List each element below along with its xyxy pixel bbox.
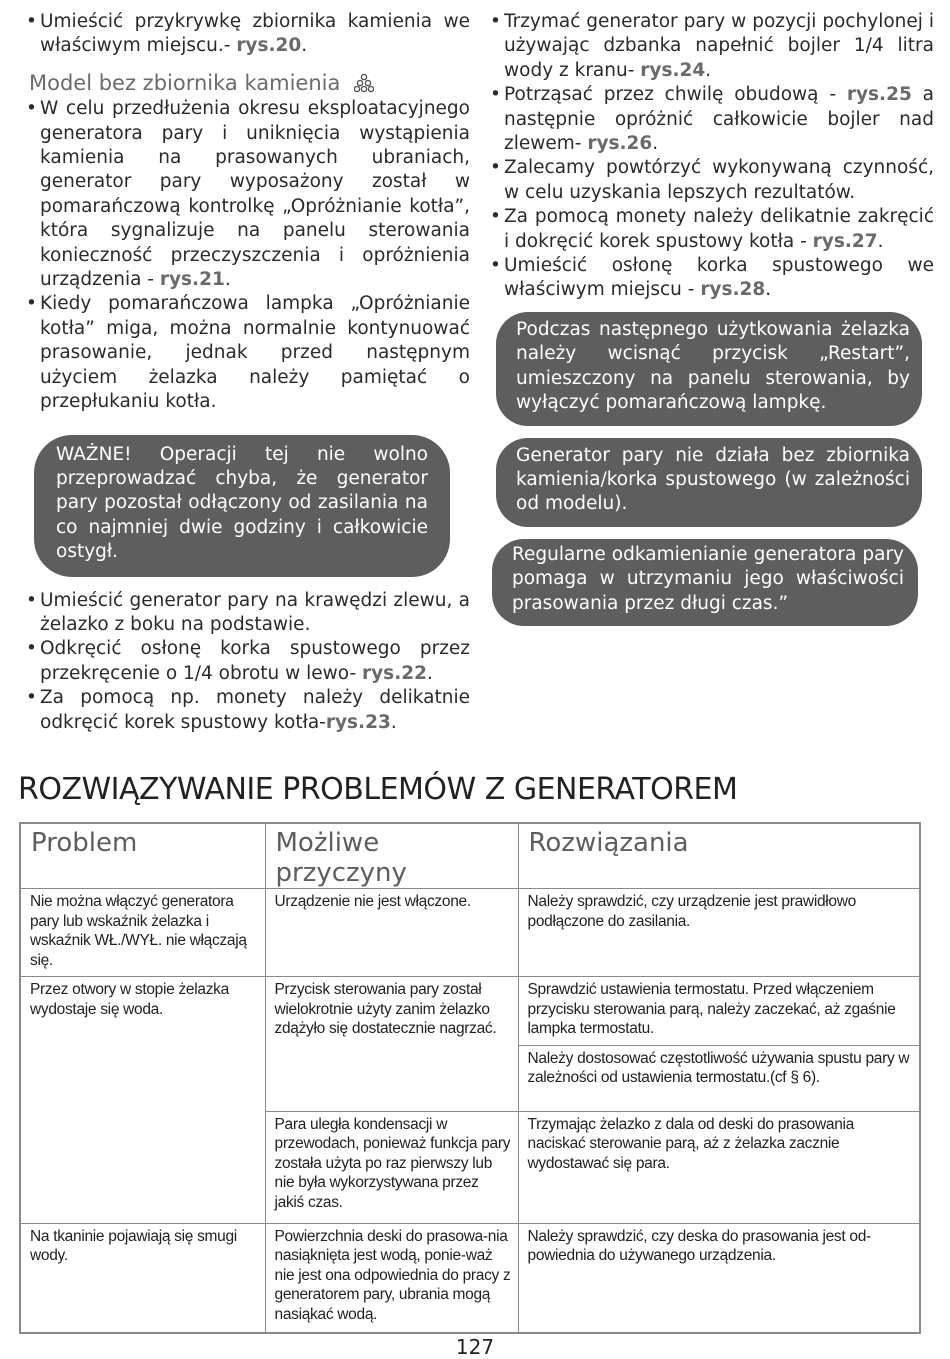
column-header-causes: Możliwe przyczyny: [265, 823, 518, 889]
stone-cluster-icon: [354, 73, 374, 93]
figure-ref: rys.25: [846, 84, 912, 106]
cause-cell: Przycisk sterowania pary został wielokrotnie użyty zanim żelazko zdążyło się dostatecznie nagrzać.: [265, 977, 518, 1112]
page-number: 127: [455, 1335, 495, 1359]
column-header-problem: Problem: [20, 823, 265, 889]
figure-ref: rys.23: [325, 711, 391, 733]
list-item: • Umieścić generator pary na krawędzi zlewu, a żelazko z boku na podstawie.: [26, 589, 470, 638]
troubleshooting-table: [19, 822, 921, 1334]
restart-note: Podczas następnego użytkowania żelazka należy wcisnąć przycisk „Restart”, umieszczony na panelu sterowania, by wyłączyć pomarańczową lampkę.: [496, 312, 922, 426]
solution-cell: Należy sprawdzić, czy deska do prasowania jest od-powiednia do używanego urządzenia.: [518, 1223, 920, 1333]
figure-ref: rys.28: [700, 279, 766, 301]
solution-cell: Należy dostosować częstotliwość używania spustu pary w zależności od ustawienia termostatu.(cf § 6).: [518, 1045, 920, 1111]
list-item: • Potrząsać przez chwilę obudową - rys.25 a następnie opróżnić całkowicie bojler nad zlewem- rys.26.: [490, 83, 934, 156]
cause-cell: Para uległa kondensacji w przewodach, ponieważ funkcja pary została użyta po raz pierwszy lub nie była wykorzystywana przez jakiś czas.: [265, 1111, 518, 1223]
list-item: • W celu przedłużenia okresu eksploatacyjnego generatora pary i uniknięcia wystąpienia kamienia na prasowanych ubraniach, generator pary wyposażony został w pomarańczową kontrolkę „Opróżnianie kotła”, która sygnalizuje na panelu sterowania konieczność przeczyszczenia i opróżnienia urządzenia - rys.21.: [26, 97, 470, 292]
list-item: • Za pomocą monety należy delikatnie zakręcić i dokręcić korek spustowy kotła - rys.27.: [490, 205, 934, 254]
cause-cell: Powierzchnia deski do prasowa-nia nasiąknięta jest wodą, ponie-waż nie jest ona odpowiednia do pracy z generatorem pary, ubrania mogą nasiąkać wodą.: [265, 1223, 518, 1333]
warning-note: WAŻNE! Operacji tej nie wolno przeprowadzać chyba, że generator pary pozostał odłączony od zasilania na co najmniej dwie godziny i całkowicie ostygł.: [34, 435, 450, 577]
problem-cell: Nie można włączyć generatora pary lub wskaźnik żelazka i wskaźnik WŁ./WYŁ. nie włączają się.: [20, 889, 265, 977]
figure-ref: rys.22: [362, 662, 427, 684]
figure-ref: rys.20: [236, 35, 302, 57]
cause-cell: Urządzenie nie jest włączone.: [265, 889, 518, 977]
table-row: [20, 977, 920, 1046]
figure-ref: rys.24: [640, 59, 706, 81]
descaling-note: Regularne odkamienianie generatora pary pomaga w utrzymaniu jego właściwości prasowania przez długi czas.”: [492, 539, 918, 626]
solution-cell: Trzymając żelazko z dala od deski do prasowania naciskać sterowanie parą, aż z żelazka zacznie wydostawać się para.: [518, 1111, 920, 1223]
steps-list: [26, 589, 470, 735]
section-title: ROZWIĄZYWANIE PROBLEMÓW Z GENERATOREM: [18, 772, 738, 807]
table-row: [20, 1223, 920, 1333]
intro-list: [26, 10, 470, 59]
list-item: • Zalecamy powtórzyć wykonywaną czynność, w celu uzyskania lepszych rezultatów.: [490, 156, 934, 205]
descaling-list: [26, 97, 470, 414]
figure-ref: rys.21: [159, 269, 225, 291]
generator-note: Generator pary nie działa bez zbiornika kamienia/korka spustowego (w zależności od modelu).: [496, 438, 922, 527]
steps-list-continued: [490, 10, 934, 303]
right-column: [490, 10, 934, 626]
problem-cell: Na tkaninie pojawiają się smugi wody.: [20, 1223, 265, 1333]
left-column: [26, 10, 470, 735]
table-row: [20, 889, 920, 977]
problem-cell: Przez otwory w stopie żelazka wydostaje się woda.: [20, 977, 265, 1224]
list-item: • Kiedy pomarańczowa lampka „Opróżnianie kotła” miga, można normalnie kontynuować prasowanie, jednak przed następnym użyciem żelazka należy pamiętać o przepłukaniu kotła.: [26, 292, 470, 414]
column-header-solutions: Rozwiązania: [518, 823, 920, 889]
list-item: • Trzymać generator pary w pozycji pochylonej i używając dzbanka napełnić bojler 1/4 litra wody z kranu- rys.24.: [490, 10, 934, 83]
subheading-text: Model bez zbiornika kamienia: [29, 70, 341, 95]
figure-ref: rys.27: [812, 230, 878, 252]
solution-cell: Sprawdzić ustawienia termostatu. Przed włączeniem przycisku sterowania parą, należy zaczekać, aż zgaśnie lampka termostatu.: [518, 977, 920, 1046]
list-item: • Umieścić osłonę korka spustowego we właściwym miejscu - rys.28.: [490, 254, 934, 303]
list-item: • Odkręcić osłonę korka spustowego przez przekręcenie o 1/4 obrotu w lewo- rys.22.: [26, 637, 470, 686]
figure-ref: rys.26: [587, 133, 653, 155]
table-header-row: [20, 823, 920, 889]
list-item: • Umieścić przykrywkę zbiornika kamienia we właściwym miejscu.- rys.20.: [26, 10, 470, 59]
subheading: [29, 71, 470, 95]
list-item: • Za pomocą np. monety należy delikatnie odkręcić korek spustowy kotła-rys.23.: [26, 686, 470, 735]
solution-cell: Należy sprawdzić, czy urządzenie jest prawidłowo podłączone do zasilania.: [518, 889, 920, 977]
